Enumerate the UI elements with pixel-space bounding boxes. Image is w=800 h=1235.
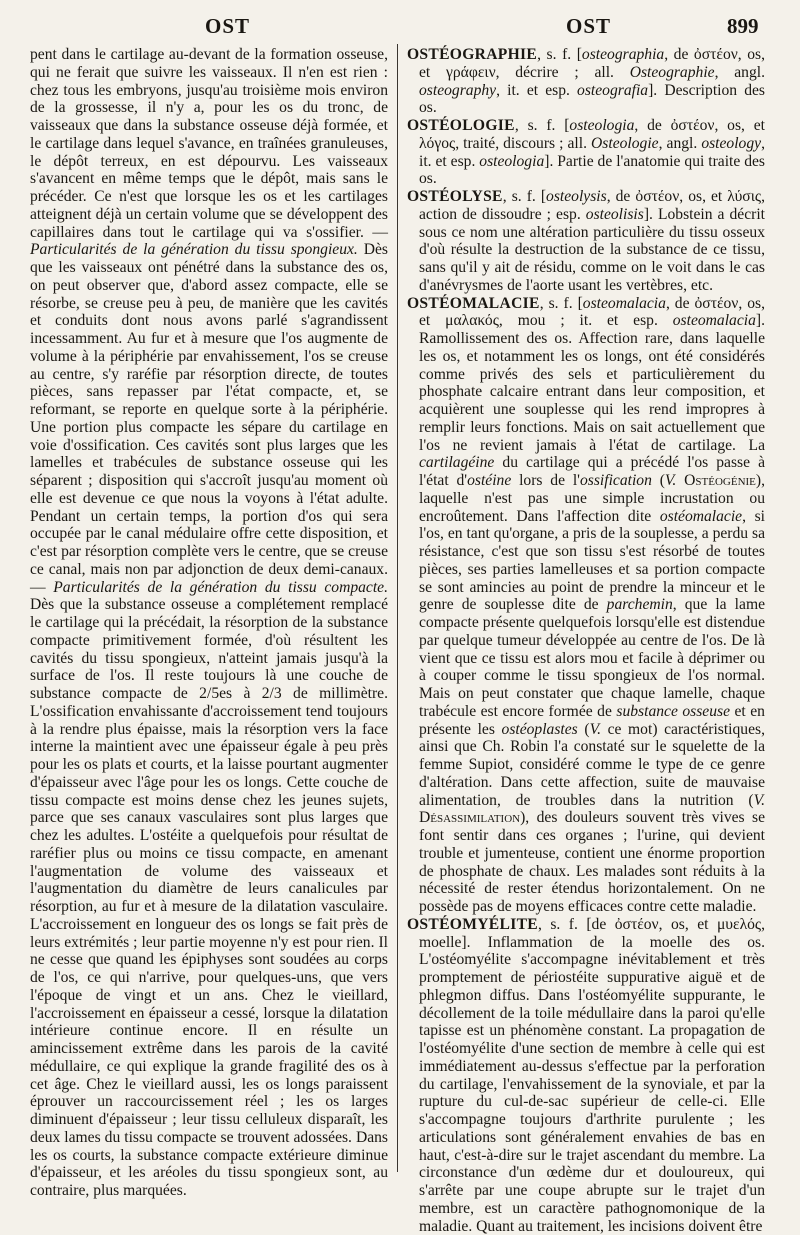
italic-run: V. <box>589 720 601 738</box>
text-run: , s. f. [ <box>539 294 583 312</box>
text-run: ), laquelle n'est pas une simple incrustation ou encroûtement. Dans l'affection dite <box>419 472 765 525</box>
text-run: ]. Lobstein a décrit sous ce nom une altération particulière du tissu osseux d'où résulte la destruction de la substance de ce tissu, sans qu'il y ait de résidu, comme on le voit dans le cas d'anévrysmes de l'aorte usant les vertèbres, etc. <box>419 205 765 294</box>
italic-run: osteomalacia <box>582 294 666 312</box>
headword: OSTÉOLYSE <box>407 188 503 205</box>
italic-run: ostéine <box>467 472 512 489</box>
italic-run: ostéoplastes <box>501 720 578 738</box>
text-run: Dès que la substance osseuse a complétement remplacé le cartilage qui la précédait, la résorption de la substance compacte primitivement formée, d'où résultent les cavités du tissu spongieux, n'atteint jamais jusqu'à la surface de l'os. Il reste toujours là une couche de substance compacte de 2/5es à 2/3 de millimètre. L'ossification envahissante d'accroissement tend toujours à la rendre plus épaisse, mais la résorption vers la face interne la maintient avec une épaisseur égale à peu près pour les os plats et courts, et la laisse pourtant augmenter d'épaisseur avec l'âge pour les os longs. Cette couche de tissu compacte est moins dense chez les jeunes sujets, parce que ses canaux vasculaires sont plus larges que chez les adultes. L'ostéite a quelquefois pour résultat de raréfier plus ou moins ce tissu compacte, en amenant l'augmentation de volume des vaisseaux et l'augmentation du diamètre de leurs canalicules par résorption, au fur et à mesure de la dilatation vasculaire. L'accroissement en longueur des os longs se fait près de leurs extrémités ; leur partie moyenne n'y est pour rien. Il ne cesse que quand les épiphyses sont soudées au corps de l'os, ce qui n'arrive, pour quelques-uns, que vers l'époque de vingt et un ans. Chez le vieillard, l'accroissement en épaisseur a cessé, lorsque la dilatation intérieure continue encore. Il en résulte un amincissement extrême dans les parois de la cavité médullaire, ce qui explique la grande fragilité des os à cet âge. Chez le vieillard aussi, les os longs paraissent éprouver un raccourcissement réel ; les os larges diminuent d'épaisseur ; leur tissu celluleux disparaît, les deux lames du tissu compacte se trouvent adossées. Dans les os courts, la substance compacte extérieure diminue d'épaisseur, et les aréoles du tissu spongieux sont, au contraire, plus marquées. <box>30 596 388 1199</box>
italic-run: osteomalacia <box>672 312 756 330</box>
text-run: , s. f. [de ὀστέον, os, et μυελός, moelle]. Inflammation de la moelle des os. L'ostéomyélite s'accompagne inévitablement et très promptement de périostéite suppurative aiguë et de phlegmon diffus. Dans l'ostéomyélite suppurante, le décollement de la toile médullaire dans la paroi qu'elle tapisse est un phénomène constant. La propagation de l'ostéomyélite d'une section de membre à celle qui est immédiatement au-dessus s'effectue par la perforation du cartilage, l'envahissement de la synoviale, et par la rupture du cul-de-sac supérieur de celle-ci. Elle s'accompagne toujours d'arthrite purulente ; les articulations sont généralement envahies de bas en haut, c'est-à-dire sur le trajet ascendant du membre. La circonstance d'un œdème dur et douloureux, qui s'arrête par une coupe abrupte sur le trajet d'un membre, est un caractère pathognomonique de la maladie. Quant au traitement, les incisions doivent être <box>419 915 765 1235</box>
text-run: ]. Partie de l'anatomie qui traite des os. <box>419 152 765 188</box>
italic-run: osteografia <box>577 81 649 99</box>
page-header <box>0 6 800 46</box>
headword: OSTÉOLOGIE <box>407 117 515 134</box>
entry-osteolyse <box>407 188 765 295</box>
text-run: lors de l' <box>511 472 580 489</box>
italic-run: osteology <box>701 134 762 152</box>
entry-osteologie <box>407 117 765 188</box>
entry-osteomalacie <box>407 295 765 916</box>
cross-reference: Désassimilation <box>419 809 521 827</box>
italic-run: ossification <box>579 472 652 489</box>
text-run: , s. f. [ <box>502 188 547 205</box>
italic-run: V. <box>753 791 765 809</box>
text-run: ]. Ramollissement des os. Affection rare, dans laquelle les os, et notamment les os longs, ont été considérés comme privés des sels et particulièrement du phosphate calcaire entrant dans leur composition, et acquièrent une souplesse qui les rend impropres à remplir leurs fonctions. Mais on sait actuellement que l'os ne revient jamais à l'état de cartilage. La <box>419 312 765 454</box>
italic-run: osteolisis <box>585 205 644 223</box>
text-run: , it. et esp. <box>496 81 578 99</box>
italic-run: parchemin <box>606 596 673 614</box>
text-run: , angl. <box>658 134 702 152</box>
page-number: 899 <box>727 14 759 38</box>
italic-run: ostéomalacie <box>659 507 743 525</box>
text-run: , que la lame compacte présente quelquefois lorsqu'elle est distendue par quelque tumeur développée au centre de l'os. De là vient que ce tissu est alors mou et facile à déprimer ou à couper comme le tissu spongieux de l'os normal. Mais on peut constater que chaque lamelle, chaque trabécule est encore formée de <box>419 596 765 720</box>
italic-run: osteographia <box>581 46 665 63</box>
text-run: , s. f. [ <box>514 117 570 134</box>
osteogenie-continuation <box>30 46 388 1200</box>
text-run: , de ὀστέον, os, et γράφειν, décrire ; all. <box>419 46 765 81</box>
italic-run: Osteographie <box>629 63 715 81</box>
text-run: Dès que les vaisseaux ont pénétré dans la substance des os, on peut observer que, d'abord assez compacte, elle se résorbe, se creuse peu à peu, de manière que les cavités et conduits dont nous avons parlé s'agrandissent incessamment. Au fur et à mesure que l'os augmente de volume à la périphérie par envahissement, l'os se creuse au centre, s'y raréfie par résorption directe, de toutes pièces, sans repasser par l'état compacte, et, se reformant, se reporte en quelque sorte à la périphérie. Une portion plus compacte les sépare du cartilage en voie d'ossification. Ces cavités sont plus larges que les lamelles et trabécules de substance osseuse qui les séparent ; disposition qui s'accroît jusqu'au moment où elle est devenue ce que nous la voyons à l'état adulte. Pendant un certain temps, la portion d'os qui sera occupée par le canal médulaire offre cette disposition, et c'est par résorption complète vers le centre, que se creuse ce canal, mais non par adjonction de deux demi-canaux. — <box>30 241 388 596</box>
italic-run: osteolysis <box>546 188 607 205</box>
text-run: ( <box>577 720 590 738</box>
text-run: du cartilage qui a précédé l'os passe à l'état d' <box>419 454 765 489</box>
italic-run: cartilagéine <box>419 454 495 472</box>
headword: OSTÉOMYÉLITE <box>407 915 538 933</box>
text-run: , si l'os, en tant qu'organe, a pris de la souplesse, a perdu sa résistance, c'est que son tissu s'est résorbé de toutes pièces, ses parties lamelleuses et sa portion compacte se sont amincies au point de prendre la minceur et le genre de souplesse dite de <box>419 507 765 614</box>
headword: OSTÉOGRAPHIE <box>407 46 538 63</box>
italic-run: osteography <box>419 81 497 99</box>
italic-run: osteologia <box>569 117 635 134</box>
text-run: , it. et esp. <box>419 134 765 170</box>
subheading-compact: Particularités de la génération du tissu compacte. <box>53 578 388 596</box>
italic-run: Osteologie <box>591 134 659 152</box>
text-run: , s. f. [ <box>537 46 582 63</box>
cross-reference: Ostéogénie <box>676 472 756 489</box>
italic-run: V. <box>664 472 677 489</box>
column-rule <box>397 44 398 1172</box>
text-run: , de ὀστέον, os, et λύσις, action de dissoudre ; esp. <box>419 188 765 223</box>
text-run: ce mot) caractéristiques, ainsi que Ch. Robin l'a constaté sur le squelette de la femme Supiot, considéré comme le type de ce genre d'altération. Dans cette affection, suite de mauvaise alimentation, de troubles dans la nutrition ( <box>419 720 765 809</box>
text-run: ]. Description des os. <box>419 81 765 117</box>
text-run: , de ὀστέον, os, et μαλακός, mou ; it. et esp. <box>419 294 765 330</box>
text-run: et en présente les <box>419 702 765 738</box>
text-run: pent dans le cartilage au-devant de la formation osseuse, qui ne ferait que suivre les vaisseaux. Il n'en est rien : chez tous les embryons, jusqu'au troisième mois environ de la grossesse, il n'y a, pour les os du tronc, de vaisseaux que dans la substance osseuse déjà formée, et le cartilage dans lequel s'avance, en traînées granuleuses, le dépôt terreux, en est dépourvu. Les vaisseaux s'avancent en même temps que le dépôt, mais sans le précéder. Ce n'est que lorsque les os et les cartilages atteignent déjà un certain volume que se développent des capillaires dans tout le cartilage qui va s'ossifier. — <box>30 46 388 241</box>
italic-run: substance osseuse <box>616 702 731 720</box>
left-column <box>30 46 388 1200</box>
text-run: ), des douleurs souvent très vives se font sentir dans ces organes ; l'urine, qui devient trouble et jumenteuse, contient une énorme proportion de phosphate de chaux. Les malades sont réduits à la nécessité de rester étendus horizontalement. On ne possède pas de moyens efficaces contre cette maladie. <box>419 809 765 915</box>
headword: OSTÉOMALACIE <box>407 294 540 312</box>
text-run: , de ὀστέον, os, et λόγος, traité, discours ; all. <box>419 117 765 152</box>
running-head-right: OST <box>566 14 612 38</box>
subheading-spongy: Particularités de la génération du tissu spongieux. <box>30 241 358 259</box>
italic-run: osteologia <box>479 152 545 170</box>
text-run: , angl. <box>714 63 765 81</box>
running-head-left: OST <box>205 14 251 38</box>
entry-osteographie <box>407 46 765 117</box>
text-run: ( <box>651 472 665 489</box>
right-column <box>407 46 765 1235</box>
entry-osteomyelite <box>407 916 765 1235</box>
